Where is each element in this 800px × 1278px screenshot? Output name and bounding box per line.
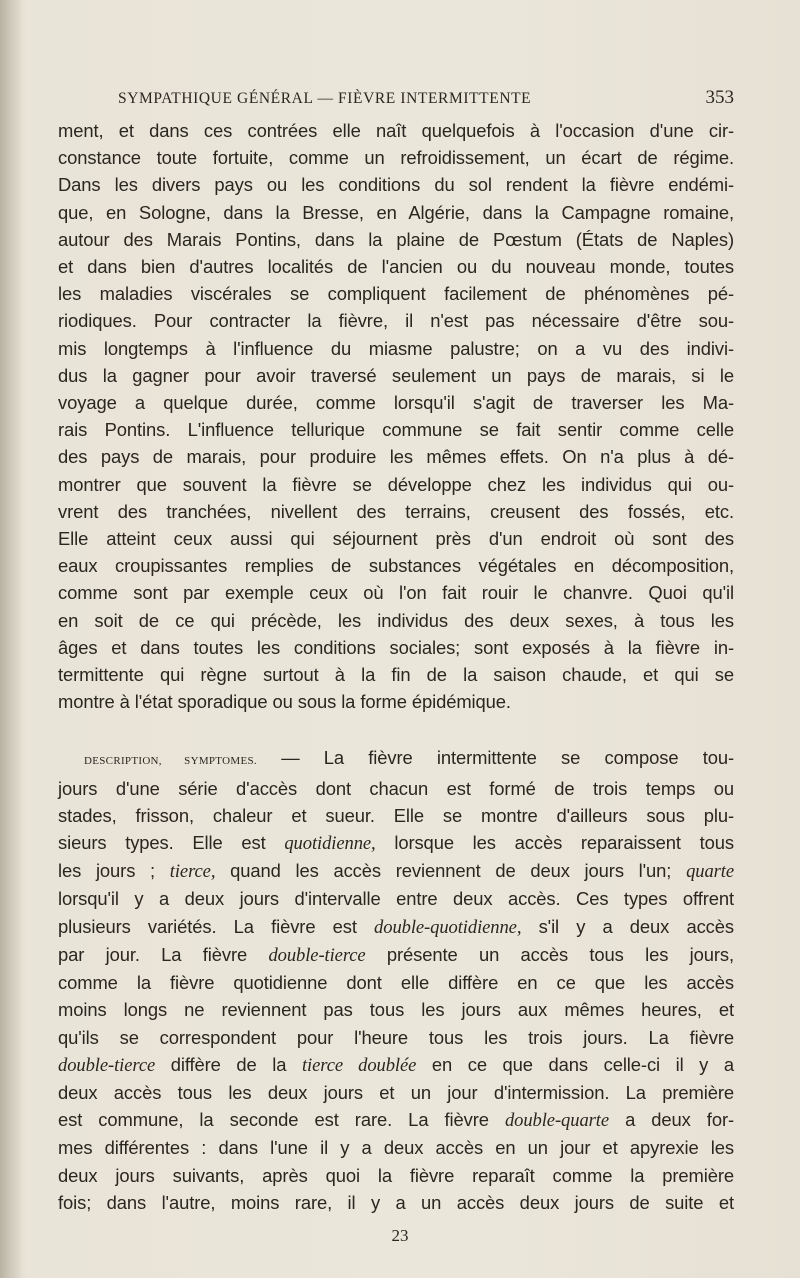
text-run: a deux for- xyxy=(609,1109,734,1131)
text-line: eaux croupissantes remplies de substances végétales en décomposition, xyxy=(58,555,734,577)
text-run: fois; dans l'autre, moins rare, il y a un accès deux jours de suite et xyxy=(58,1191,734,1213)
text-line: autour des Marais Pontins, dans la plaine de Pœstum (États de Naples) xyxy=(58,228,734,250)
text-run: en ce que dans celle-ci il y a xyxy=(416,1053,734,1075)
text-line: montre à l'état sporadique ou sous la forme épidémique. xyxy=(58,691,511,713)
text-line: les maladies viscérales se compliquent facilement de phénomènes pé- xyxy=(58,283,734,305)
page-header xyxy=(118,87,734,114)
text-run: deux accès tous les deux jours et un jour d'intermission. La première xyxy=(58,1081,734,1103)
paragraph-gap xyxy=(58,715,734,744)
italic-term: double-tierce xyxy=(268,944,366,966)
text-run: sieurs types. Elle est xyxy=(58,832,285,854)
text-line xyxy=(58,829,734,857)
text-run: lorsque les accès reparaissent tous xyxy=(375,832,734,854)
text-line: en soit de ce qui précède, les individus des deux sexes, à tous les xyxy=(58,609,734,631)
text-line: riodiques. Pour contracter la fièvre, il n'est pas nécessaire d'être sou- xyxy=(58,310,734,332)
text-line xyxy=(58,969,734,996)
text-line: âges et dans toutes les conditions sociales; sont exposés à la fièvre in- xyxy=(58,636,734,658)
text-line: vrent des tranchées, nivellent des terrains, creusent des fossés, etc. xyxy=(58,500,734,522)
text-run: — La fièvre intermittente se compose tou- xyxy=(256,747,734,769)
text-run: qu'ils se correspondent pour l'heure tous les trois jours. La fièvre xyxy=(58,1026,734,1048)
text-line: constance toute fortuite, comme un refroidissement, un écart de régime. xyxy=(58,147,734,169)
text-line xyxy=(58,1162,734,1189)
text-run: s'il y a deux accès xyxy=(521,915,734,937)
text-line: termittente qui règne surtout à la fin de la saison chaude, et qui se xyxy=(58,664,734,686)
text-line xyxy=(58,913,734,941)
body-text xyxy=(58,117,734,1216)
text-line: et dans bien d'autres localités de l'ancien ou du nouveau monde, toutes xyxy=(58,256,734,278)
text-line xyxy=(58,1079,734,1106)
text-line xyxy=(58,1134,734,1161)
text-line: des pays de marais, pour produire les mêmes effets. On n'a plus à dé- xyxy=(58,446,734,468)
text-line: ment, et dans ces contrées elle naît quelquefois à l'occasion d'une cir- xyxy=(58,120,734,141)
text-run: stades, frisson, chaleur et sueur. Elle se montre d'ailleurs sous plu- xyxy=(58,804,734,826)
text-line: voyage a quelque durée, comme lorsqu'il s'agit de traverser les Ma- xyxy=(58,392,734,414)
text-run: les jours ; xyxy=(58,860,170,882)
text-line xyxy=(58,1051,734,1079)
text-line xyxy=(58,996,734,1023)
text-run: par jour. La fièvre xyxy=(58,943,269,965)
text-line: rais Pontins. L'influence tellurique commune se fait sentir comme celle xyxy=(58,419,734,441)
text-run: mes différentes : dans l'une il y a deux accès en un jour et apyrexie les xyxy=(58,1137,734,1159)
text-run: est commune, la seconde est rare. La fièvre xyxy=(58,1109,505,1131)
text-line: mis longtemps à l'influence du miasme palustre; on a vu des indivi- xyxy=(58,337,734,359)
text-line: dus la gagner pour avoir traversé seulement un pays de marais, si le xyxy=(58,364,734,386)
section-heading: description, symptomes. xyxy=(84,752,257,769)
binding-gutter-shadow xyxy=(0,0,22,1278)
text-line xyxy=(58,1024,734,1051)
italic-term: double-quarte xyxy=(504,1110,609,1132)
text-line xyxy=(58,1189,734,1216)
text-line: Dans les divers pays ou les conditions du sol rendent la fièvre endémi- xyxy=(58,174,734,196)
italic-term: double-tierce xyxy=(58,1054,156,1076)
text-line xyxy=(58,857,734,885)
italic-term: double-quotidienne, xyxy=(374,916,522,938)
text-line xyxy=(58,1106,734,1134)
text-run: diffère de la xyxy=(155,1053,302,1075)
page-number: 353 xyxy=(705,87,734,108)
text-line: que, en Sologne, dans la Bresse, en Algérie, dans la Campagne romaine, xyxy=(58,201,734,223)
text-run: jours d'une série d'accès dont chacun est formé de trois temps ou xyxy=(58,777,734,799)
text-run: présente un accès tous les jours, xyxy=(365,943,734,965)
text-run: deux jours suivants, après quoi la fièvre reparaît comme la première xyxy=(58,1164,734,1186)
text-run: quand les accès reviennent de deux jours l'un; xyxy=(215,860,687,882)
italic-term: quarte xyxy=(686,861,735,883)
text-run: moins longs ne reviennent pas tous les jours aux mêmes heures, et xyxy=(58,999,734,1021)
text-line: montrer que souvent la fièvre se développe chez les individus qui ou- xyxy=(58,473,734,495)
text-line: Elle atteint ceux aussi qui séjournent près d'un endroit où sont des xyxy=(58,528,734,550)
text-run: comme la fièvre quotidienne dont elle diffère en ce que les accès xyxy=(58,972,734,994)
text-run: lorsqu'il y a deux jours d'intervalle entre deux accès. Ces types offrent xyxy=(58,888,734,910)
paragraph-symptoms xyxy=(58,744,734,1215)
text-line xyxy=(58,941,734,969)
running-title: SYMPATHIQUE GÉNÉRAL — FIÈVRE INTERMITTENTE xyxy=(118,90,532,107)
text-line xyxy=(58,775,734,802)
italic-term: tierce doublée xyxy=(301,1054,417,1076)
text-run: plusieurs variétés. La fièvre est xyxy=(58,915,375,937)
paragraph-etiology xyxy=(58,117,734,715)
text-line: comme sont par exemple ceux où l'on fait rouir le chanvre. Quoi qu'il xyxy=(58,582,734,604)
text-line xyxy=(58,744,734,774)
signature-mark: 23 xyxy=(391,1226,409,1245)
italic-term: tierce, xyxy=(169,861,216,883)
text-line xyxy=(58,885,734,912)
italic-term: quotidienne, xyxy=(284,833,376,855)
text-line xyxy=(58,802,734,829)
